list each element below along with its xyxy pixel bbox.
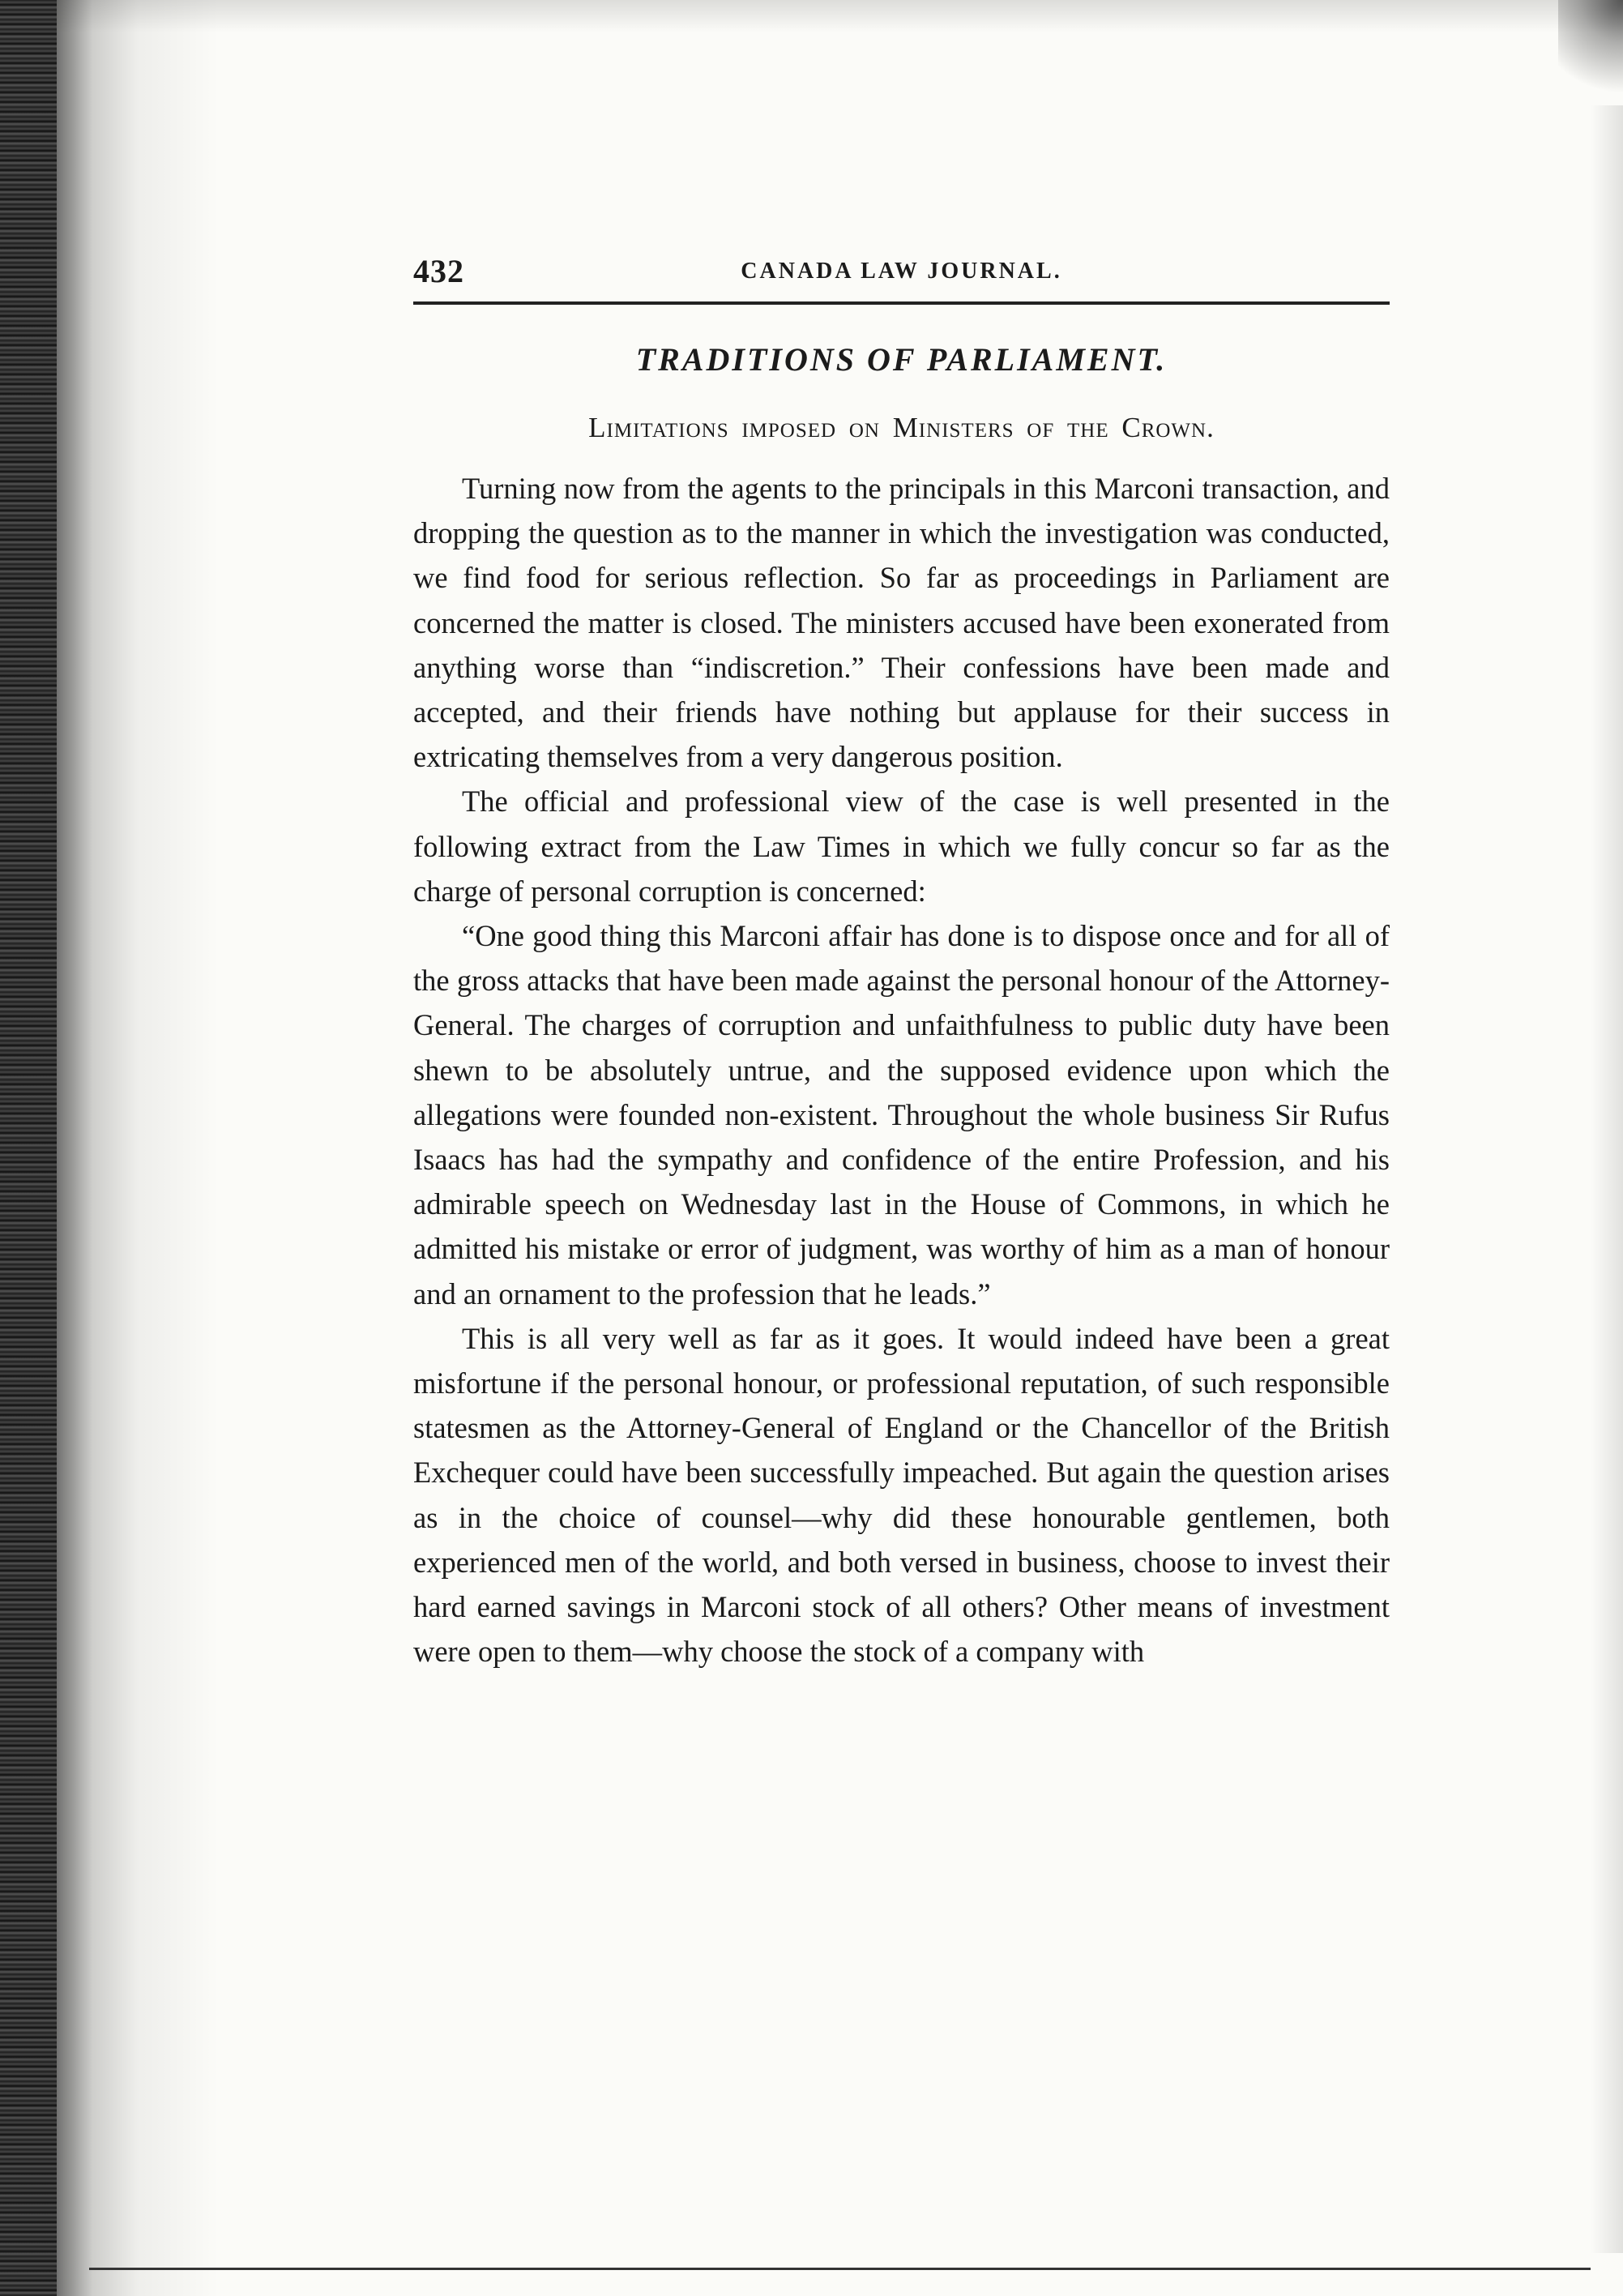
quoted-paragraph: “One good thing this Marconi affair has done is to dispose once and for all of the gross attacks that have been made against the personal honour of the Attorney-General. The charges of corruption and unfaithfulness to public duty have been shewn to be absolutely untrue, and the supposed evidence upon which the allegations were founded non-existent. Throughout the whole business Sir Rufus Isaacs has had the sympathy and confidence of the entire Profession, and his admirable speech on Wednesday last in the House of Commons, in which he admitted his mistake or error of judgment, was worthy of him as a man of honour and an ornament to the profession that he leads.” — [413, 919, 1390, 1310]
book-spine-shadow — [0, 0, 57, 2296]
right-edge-shadow — [1591, 105, 1623, 2253]
page-number: 432 — [413, 253, 464, 289]
article-body — [413, 466, 1390, 1674]
header-rule — [413, 301, 1390, 305]
page-corner-shadow — [1558, 0, 1623, 105]
page-bottom-edge — [89, 2268, 1591, 2270]
article-subtitle: Limitations imposed on Ministers of the Crown. — [588, 412, 1215, 443]
paragraph-2: The official and professional view of the case is well presented in the following extract from the Law Times in which we fully concur so far as the charge of personal corruption is concerned: — [413, 785, 1390, 908]
article-title: TRADITIONS OF PARLIAMENT. — [635, 341, 1168, 378]
top-edge-shadow — [57, 0, 1623, 32]
paragraph-4: This is all very well as far as it goes. It would indeed have been a great misfortune if the personal honour, or professional reputation, of such responsible statesmen as the Attorney-General of England or the Chancellor of the British Exchequer could have been successfully impeached. But again the question arises as in the choice of counsel—why did these honourable gentlemen, both experienced men of the world, and both versed in business, choose to invest their hard earned savings in Marconi stock of all others? Other means of investment were open to them—why choose the stock of a company with — [413, 1321, 1390, 1669]
paragraph-1: Turning now from the agents to the principals in this Marconi transaction, and dropping the question as to the manner in which the investigation was conducted, we find food for serious reflection. So far as proceedings in Parliament are concerned the matter is closed. The ministers accused have been exonerated from anything worse than “indiscretion.” Their confessions have been made and accepted, and their friends have nothing but applause for their success in extricating themselves from a very dangerous position. — [413, 472, 1390, 774]
page-header — [413, 252, 1390, 301]
gutter-shadow — [57, 0, 219, 2296]
running-head: CANADA LAW JOURNAL. — [741, 259, 1062, 284]
